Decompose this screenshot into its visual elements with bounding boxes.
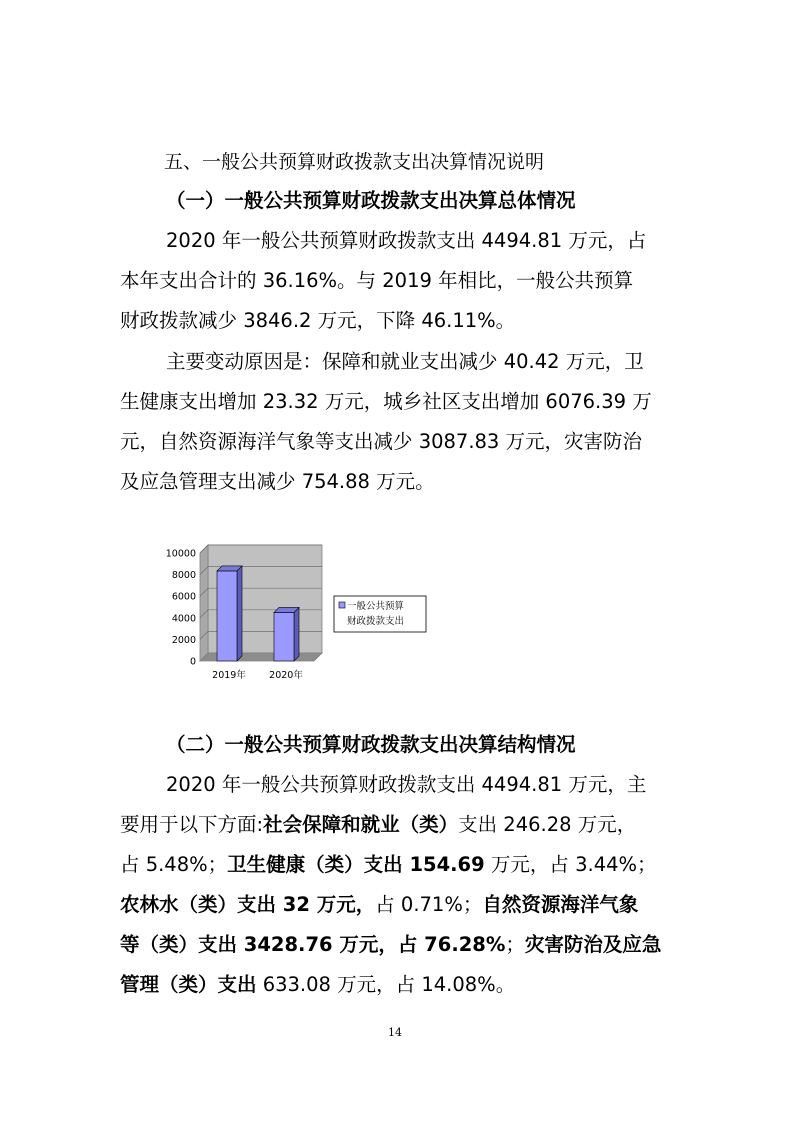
paragraph-line: 财政拨款减少 3846.2 万元，下降 46.11%。 xyxy=(120,309,516,332)
paragraph-line: 及应急管理支出减少 754.88 万元。 xyxy=(120,470,435,493)
text-run: 万元，占 3.44%； xyxy=(484,853,657,876)
bar-front xyxy=(274,612,294,661)
paragraph-line xyxy=(120,932,661,958)
bold-text-run: 社会保障和就业（类） xyxy=(263,813,459,836)
y-tick-label: 8000 xyxy=(171,570,196,582)
paragraph-line xyxy=(120,892,638,918)
bar-side xyxy=(294,607,299,661)
y-tick-label: 0 xyxy=(189,656,196,668)
bold-text-run: 卫生健康（类）支出 154.69 xyxy=(227,853,485,876)
subsection-title-1: （一）一般公共预算财政拨款支出决算总体情况 xyxy=(166,189,576,212)
bar-side xyxy=(237,566,242,661)
text-run: 633.08 万元，占 14.08%。 xyxy=(256,973,516,996)
bold-text-run: 农林水（类）支出 32 万元， xyxy=(120,893,376,916)
y-tick-label: 2000 xyxy=(171,634,196,646)
legend-swatch xyxy=(339,602,345,608)
chart-side-wall xyxy=(200,545,208,661)
section-heading: 五、一般公共预算财政拨款支出决算情况说明 xyxy=(164,151,545,173)
page-number: 14 xyxy=(388,1026,402,1039)
y-tick-label: 10000 xyxy=(165,548,196,560)
text-run: 占 0.71%； xyxy=(375,893,483,916)
bar-front xyxy=(217,571,237,661)
bar-chart xyxy=(150,535,440,690)
bold-text-run: 灾害防治及应急 xyxy=(524,933,662,956)
text-run: 占 5.48%； xyxy=(120,853,228,876)
paragraph-line xyxy=(120,972,515,998)
legend-label-line-2: 财政拨款支出 xyxy=(347,616,405,627)
bold-text-run: 管理（类）支出 xyxy=(120,973,257,996)
paragraph-line: 本年支出合计的 36.16%。与 2019 年相比，一般公共预算 xyxy=(120,269,634,292)
subsection-title-2: （二）一般公共预算财政拨款支出决算结构情况 xyxy=(166,733,576,756)
paragraph-line: 2020 年一般公共预算财政拨款支出 4494.81 万元，占 xyxy=(166,229,647,252)
x-tick-label: 2020年 xyxy=(269,670,303,681)
bold-text-run: 自然资源海洋气象 xyxy=(482,893,639,916)
text-run: ； xyxy=(505,933,525,956)
paragraph-line xyxy=(120,852,657,878)
x-tick-label: 2019年 xyxy=(212,670,246,681)
bold-text-run: 等（类）支出 3428.76 万元，占 76.28% xyxy=(120,933,506,956)
paragraph-line: 生健康支出增加 23.32 万元，城乡社区支出增加 6076.39 万 xyxy=(120,390,652,413)
paragraph-line xyxy=(120,812,636,838)
text-run: 要用于以下方面: xyxy=(120,813,264,836)
paragraph-line: 元，自然资源海洋气象等支出减少 3087.83 万元，灾害防治 xyxy=(120,430,643,453)
y-tick-label: 4000 xyxy=(171,613,196,625)
text-run: 支出 246.28 万元， xyxy=(458,813,637,836)
legend-label-line-1: 一般公共预算 xyxy=(347,601,405,612)
y-tick-label: 6000 xyxy=(171,591,196,603)
paragraph-line: 主要变动原因是：保障和就业支出减少 40.42 万元，卫 xyxy=(166,350,644,373)
paragraph-line: 2020 年一般公共预算财政拨款支出 4494.81 万元，主 xyxy=(166,773,647,796)
